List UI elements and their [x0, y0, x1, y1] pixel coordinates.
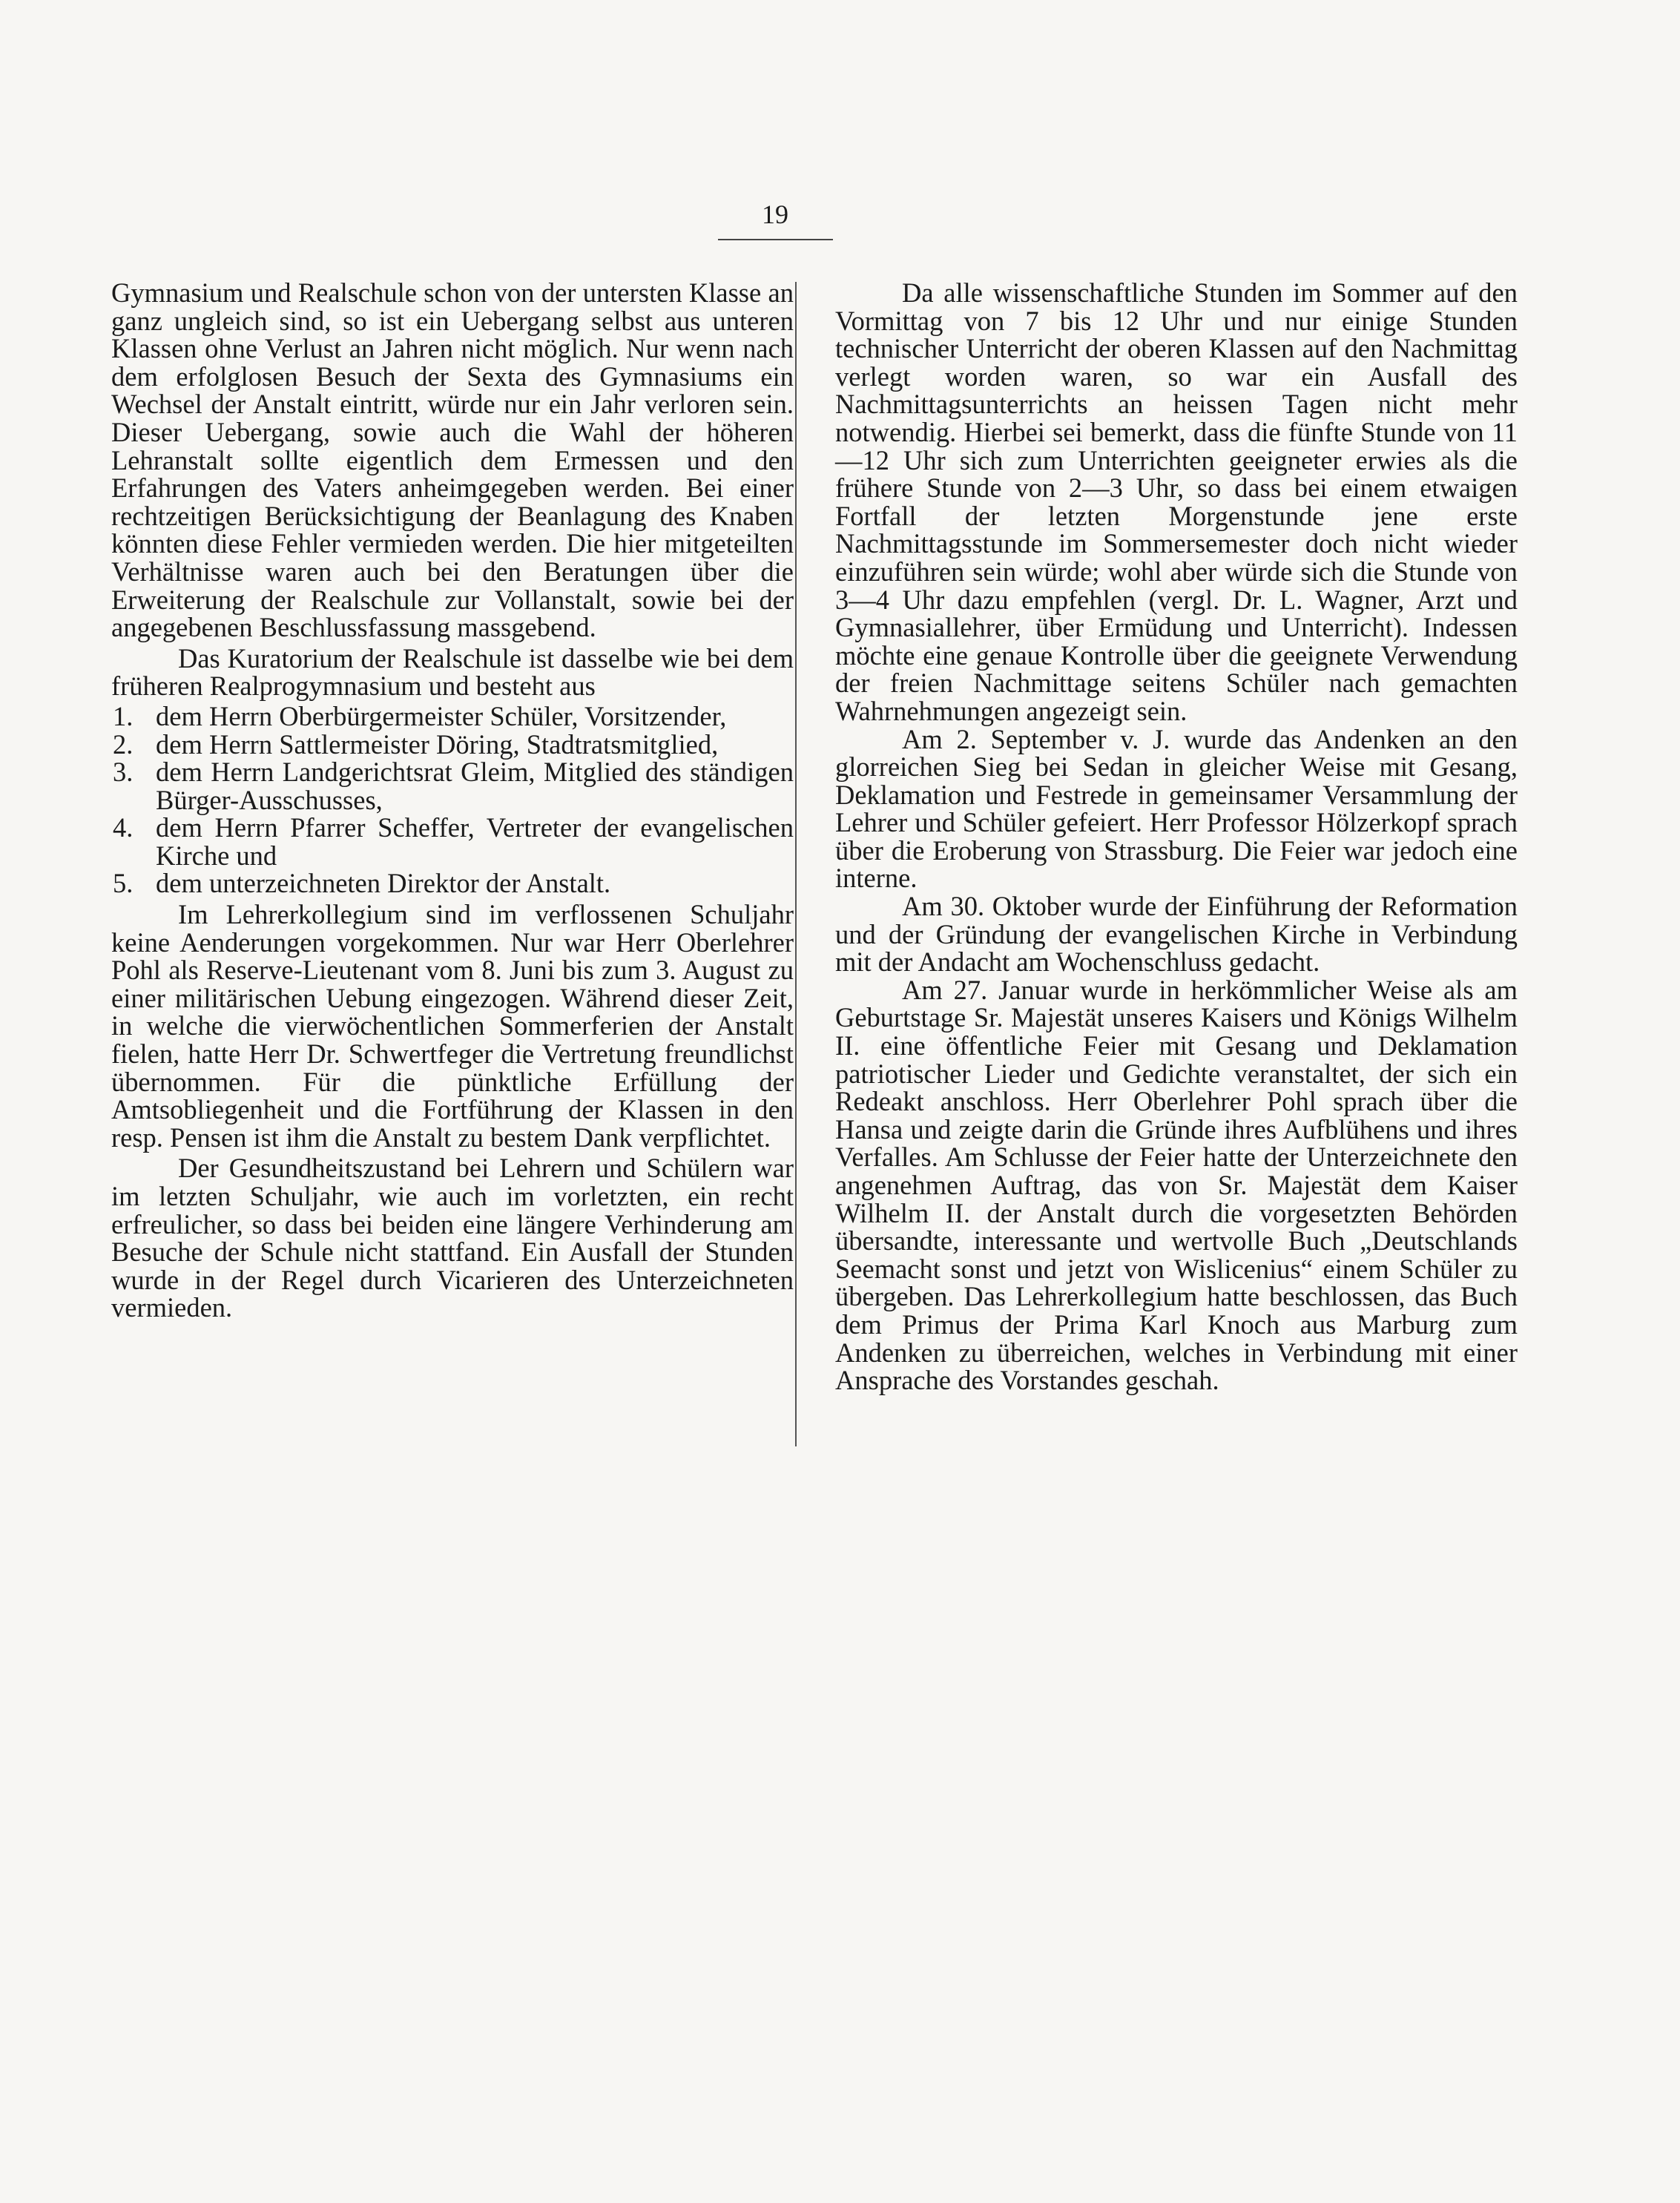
- left-paragraph-gesundheitszustand: Der Gesundheitszustand bei Lehrern und Schülern war im letzten Schuljahr, wie auch im vorletzten, ein recht erfreulicher, so dass bei beiden eine längere Verhinderung am Besuche der Schule nicht stattfand. Ein Ausfall der Stunden wurde in der Regel durch Vicarieren des Unterzeichneten vermieden.: [111, 1153, 794, 1323]
- left-paragraph-lehrerkollegium: Im Lehrerkollegium sind im verflossenen Schuljahr keine Aenderungen vorgekommen. Nur war Herr Oberlehrer Pohl als Reserve-Lieutenant vom 8. Juni bis zum 3. August zu einer militärischen Uebung eingezogen. Während dieser Zeit, in welche die vierwöchentlichen Sommerferien der Anstalt fielen, hatte Herr Dr. Schwertfeger die Vertretung freundlichst übernommen. Für die pünktliche Erfüllung der Amtsobliegenheit und die Fortführung der Klassen in den resp. Pensen ist ihm die Anstalt zu bestem Dank verpflichtet.: [111, 899, 794, 1153]
- column-divider: [795, 282, 797, 1446]
- page-number: 19: [762, 200, 788, 229]
- list-item: 5. dem unterzeichneten Direktor der Anstalt.: [113, 868, 611, 899]
- left-paragraph-1: Gymnasium und Realschule schon von der untersten Klasse an ganz ungleich sind, so ist ein Uebergang selbst aus unteren Klassen ohne Verlust an Jahren nicht möglich. Nur wenn nach dem erfolglosen Besuch der Sexta des Gymnasiums ein Wechsel der Anstalt eintritt, würde nur ein Jahr verloren sein. Dieser Uebergang, sowie auch die Wahl der höheren Lehranstalt sollte eigentlich dem Ermessen und den Erfahrungen des Vaters anheimgegeben werden. Bei einer rechtzeitigen Berücksichtigung der Beanlagung des Knaben könnten diese Fehler vermieden werden. Die hier mitgeteilten Verhältnisse waren auch bei den Beratungen über die Erweiterung der Realschule zur Vollanstalt, sowie bei der angegebenen Beschlussfassung massgebend.: [111, 277, 794, 643]
- list-item: 2. dem Herrn Sattlermeister Döring, Stadtratsmitglied,: [113, 728, 719, 760]
- page-number-rule: [718, 239, 833, 240]
- right-paragraph-reformation: Am 30. Oktober wurde der Einführung der Reformation und der Gründung der evangelischen Kirche in Verbindung mit der Andacht am Wochenschluss gedacht.: [835, 891, 1518, 978]
- right-paragraph-sedan: Am 2. September v. J. wurde das Andenken an den glorreichen Sieg bei Sedan in gleicher Weise mit Gesang, Deklamation und Festrede in gemeinsamer Versammlung der Lehrer und Schüler gefeiert. Herr Professor Hölzerkopf sprach über die Eroberung von Strassburg. Die Feier war jedoch eine interne.: [835, 723, 1518, 894]
- list-item: 1. dem Herrn Oberbürgermeister Schüler, Vorsitzender,: [113, 700, 727, 731]
- right-paragraph-stunden: Da alle wissenschaftliche Stunden im Sommer auf den Vormittag von 7 bis 12 Uhr und nur einige Stunden technischer Unterricht der oberen Klassen auf den Nachmittag verlegt worden waren, so war ein Ausfall des Nachmittagsunterrichts an heissen Tagen nicht mehr notwendig. Hierbei sei bemerkt, dass die fünfte Stunde von 11—12 Uhr sich zum Unterrichten geeigneter erwies als die frühere Stunde von 2—3 Uhr, so dass bei einem etwaigen Fortfall der letzten Morgenstunde jene erste Nachmittagsstunde im Sommersemester doch nicht wieder einzuführen sein würde; wohl aber würde sich die Stunde von 3—4 Uhr dazu empfehlen (vergl. Dr. L. Wagner, Arzt und Gymnasiallehrer, über Ermüdung und Unterricht). Indessen möchte eine genaue Kontrolle über die geeignete Verwendung der freien Nachmittage seitens Schüler nach gemachten Wahrnehmungen angezeigt sein.: [835, 277, 1518, 726]
- right-column: [835, 279, 1518, 1394]
- left-column: [111, 279, 794, 1322]
- right-paragraph-kaisers-geburtstag: Am 27. Januar wurde in herkömmlicher Weise als am Geburtstage Sr. Majestät unseres Kaisers und Königs Wilhelm II. eine öffentliche Feier mit Gesang und Deklamation patriotischer Lieder und Gedichte veranstaltet, der sich ein Redeakt anschloss. Herr Oberlehrer Pohl sprach über die Hansa und zeigte darin die Gründe ihres Aufblühens und ihres Verfalles. Am Schlusse der Feier hatte der Unterzeichnete den angenehmen Auftrag, das von Sr. Majestät dem Kaiser Wilhelm II. der Anstalt durch die vorgesetzten Behörden übersandte, interessante und wertvolle Buch „Deutschlands Seemacht sonst und jetzt von Wislicenius“ einem Schüler zu übergeben. Das Lehrerkollegium hatte beschlossen, das Buch dem Primus der Prima Karl Knoch aus Marburg zum Andenken zu überreichen, welches in Verbindung mit einer Ansprache des Vorstandes geschah.: [835, 974, 1518, 1396]
- list-item: 3. dem Herrn Landgerichtsrat Gleim, Mitglied des ständigen Bürger-Ausschusses,: [113, 757, 794, 815]
- kuratorium-list: [111, 702, 794, 898]
- left-paragraph-kuratorium: Das Kuratorium der Realschule ist dasselbe wie bei dem früheren Realprogymnasium und besteht aus: [111, 642, 794, 702]
- list-item: 4. dem Herrn Pfarrer Scheffer, Vertreter der evangelischen Kirche und: [113, 812, 794, 871]
